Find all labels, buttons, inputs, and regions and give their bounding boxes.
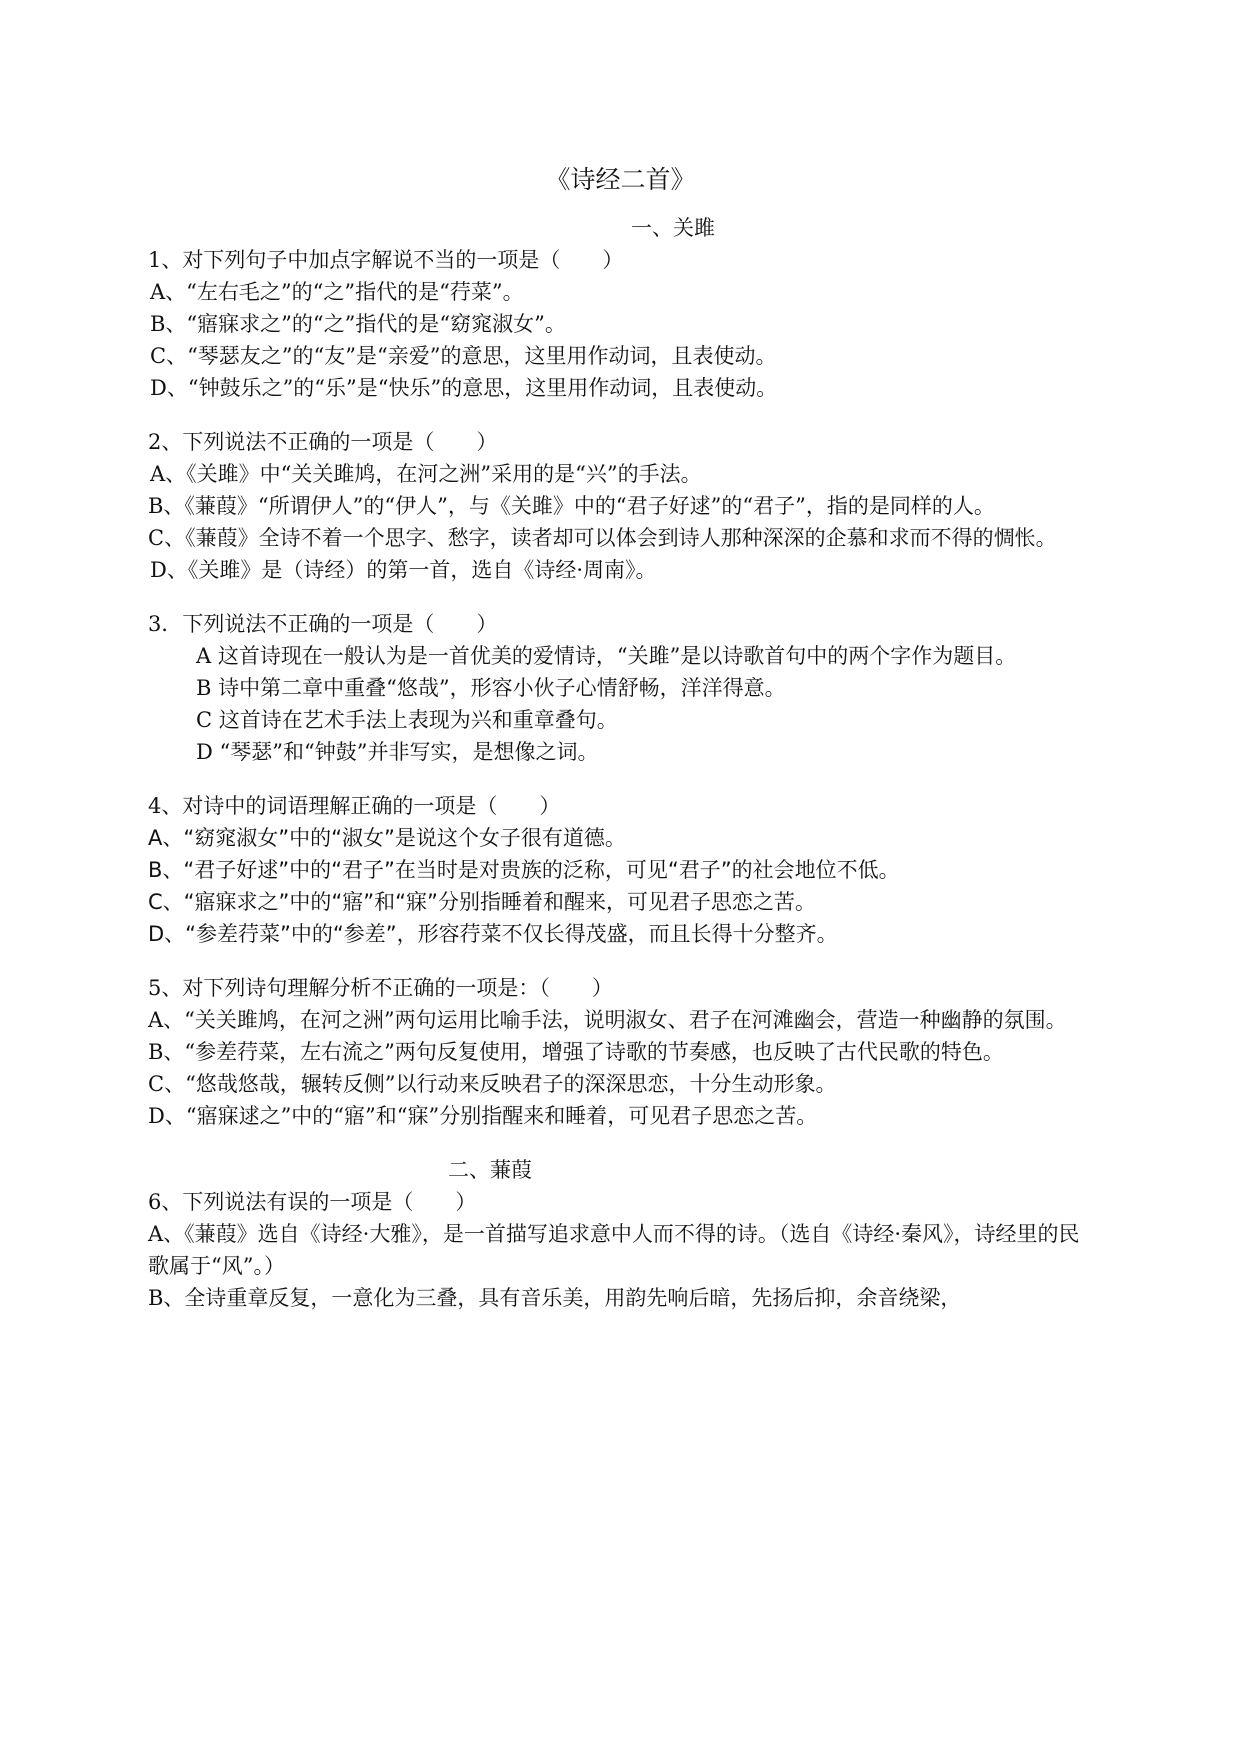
question-stem: 1、对下列句子中加点字解说不当的一项是（ ） [148, 248, 624, 272]
option-c: C、“悠哉悠哉，辗转反侧”以行动来反映君子的深深思恋，十分生动形象。 [148, 1072, 837, 1096]
question-stem: 2、下列说法不正确的一项是（ ） [148, 430, 498, 454]
option-d: D、《关雎》是（诗经）的第一首，选自《诗经·周南》。 [150, 558, 657, 582]
question-stem: 5、对下列诗句理解分析不正确的一项是：（ ） [148, 976, 613, 1000]
option-c: C、“寤寐求之”中的“寤”和“寐”分别指睡着和醒来，可见君子思恋之苦。 [148, 890, 816, 914]
question-stem: 3．下列说法不正确的一项是（ ） [148, 612, 498, 636]
option-d: D、“参差荇菜”中的“参差”，形容荇菜不仅长得茂盛，而且长得十分整齐。 [148, 922, 838, 946]
option-b: B 诗中第二章中重叠“悠哉”，形容小伙子心情舒畅，洋洋得意。 [196, 676, 786, 700]
option-b: B、“寤寐求之”的“之”指代的是“窈窕淑女”。 [150, 312, 566, 336]
document-body [148, 212, 1098, 1314]
option-b: B、“君子好逑”中的“君子”在当时是对贵族的泛称，可见“君子”的社会地位不低。 [148, 858, 900, 882]
option-b: B、《蒹葭》“所谓伊人”的“伊人”，与《关雎》中的“君子好逑”的“君子”，指的是同样的人。 [148, 494, 995, 518]
option-d: D、“钟鼓乐之”的“乐”是“快乐”的意思，这里用作动词，且表使动。 [150, 376, 778, 400]
document-title: 《诗经二首》 [545, 165, 696, 194]
option-a: A、《关雎》中“关关雎鸠，在河之洲”采用的是“兴”的手法。 [150, 462, 702, 486]
section-heading-guanju: 一、关雎 [631, 216, 715, 240]
section-heading-jianjia: 二、蒹葭 [448, 1158, 532, 1182]
question-6 [148, 1186, 1098, 1314]
question-4 [148, 790, 1098, 950]
question-stem: 6、下列说法有误的一项是（ ） [148, 1190, 477, 1214]
option-a: A 这首诗现在一般认为是一首优美的爱情诗，“关雎”是以诗歌首句中的两个字作为题目。 [196, 644, 1017, 668]
option-b: B、全诗重章反复，一意化为三叠，具有音乐美，用韵先响后暗，先扬后抑，余音绕梁， [148, 1286, 962, 1310]
option-d: D “琴瑟”和“钟鼓”并非写实，是想像之词。 [196, 740, 599, 764]
option-c: C、《蒹葭》全诗不着一个思字、愁字，读者却可以体会到诗人那种深深的企慕和求而不得的惆怅。 [148, 526, 1057, 550]
option-d: D、“寤寐逑之”中的“寤”和“寐”分别指醒来和睡着，可见君子思恋之苦。 [148, 1104, 818, 1128]
option-a: A、“左右毛之”的“之”指代的是“荇菜”。 [150, 280, 524, 304]
option-c: C 这首诗在艺术手法上表现为兴和重章叠句。 [196, 708, 618, 732]
question-stem: 4、对诗中的词语理解正确的一项是（ ） [148, 794, 561, 818]
option-a: A、“窈窕淑女”中的“淑女”是说这个女子很有道德。 [148, 826, 626, 850]
option-b: B、“参差荇菜，左右流之”两句反复使用，增强了诗歌的节奏感，也反映了古代民歌的特色。 [148, 1040, 1004, 1064]
option-c: C、“琴瑟友之”的“友”是“亲爱”的意思，这里用作动词，且表使动。 [150, 344, 777, 368]
question-2 [148, 426, 1098, 586]
option-a: A、《蒹葭》选自《诗经·大雅》，是一首描写追求意中人而不得的诗。（选自《诗经·秦风》，诗经里的民歌属于“风”。） [148, 1222, 1080, 1278]
option-a: A、“关关雎鸠，在河之洲”两句运用比喻手法，说明淑女、君子在河滩幽会，营造一种幽静的氛围。 [148, 1008, 1067, 1032]
question-5 [148, 972, 1098, 1132]
question-1 [148, 244, 1098, 404]
question-3 [148, 608, 1098, 768]
